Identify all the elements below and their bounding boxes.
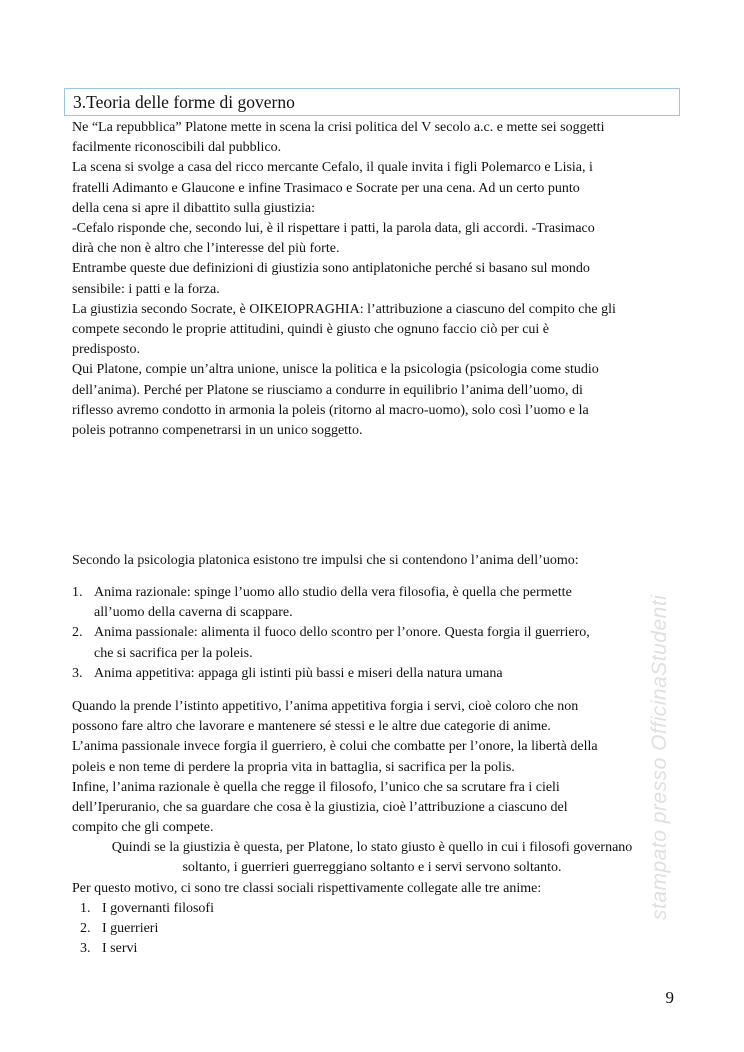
text-line: all’uomo della caverna di scappare. — [94, 605, 293, 621]
list-item — [80, 899, 680, 919]
section-heading-box — [64, 88, 680, 116]
text-line: Anima razionale: spinge l’uomo allo studio della vera filosofia, è quella che permette — [94, 585, 572, 600]
text-line: -Cefalo risponde che, secondo lui, è il rispettare i patti, la parola data, gli accordi. -Trasimaco — [72, 221, 595, 237]
souls-list — [72, 583, 672, 684]
text-line: Infine, l’anima razionale è quella che regge il filosofo, l’unico che sa scrutare fra i cieli — [72, 779, 560, 795]
text-line: Quindi se la giustizia è questa, per Platone, lo stato giusto è quello in cui i filosofi governano — [111, 840, 633, 855]
text-line: La giustizia secondo Socrate, è OIKEIOPRAGHIA: l’attribuzione a ciascuno del compito che gli — [72, 301, 616, 317]
list-number: 3. — [72, 665, 83, 681]
text-line: predisposto. — [72, 342, 141, 358]
list-item — [72, 664, 672, 684]
section-title: 3.Teoria delle forme di governo — [73, 92, 295, 112]
text-line: riflesso avremo condotto in armonia la poleis (ritorno al macro-uomo), solo così l’uomo e la — [72, 402, 589, 418]
watermark: stampato presso OfficinaStudenti — [648, 594, 671, 920]
text-line: dell’anima). Perché per Platone se riusciamo a condurre in equilibrio l’anima dell’uomo, di — [72, 382, 583, 398]
text-line: soltanto, i guerrieri guerreggiano soltanto e i servi servono soltanto. — [182, 860, 562, 876]
text-line: La scena si svolge a casa del ricco mercante Cefalo, il quale invita i figli Polemarco e Lisia, i — [72, 160, 593, 176]
list-item — [72, 583, 672, 623]
text-line: poleis e non teme di perdere la propria vita in battaglia, si sacrifica per la polis. — [72, 759, 515, 775]
text-line: dell’Iperuranio, che sa guardare che cosa è la giustizia, cioè l’attribuzione a ciascuno del — [72, 800, 568, 816]
list-item — [72, 623, 672, 663]
text-line: Anima passionale: alimenta il fuoco dello scontro per l’onore. Questa forgia il guerriero, — [94, 625, 590, 641]
classes-list — [80, 899, 680, 960]
list-number: 2. — [80, 921, 91, 937]
page-number: 9 — [665, 988, 674, 1007]
souls-paragraph — [72, 697, 672, 838]
list-item — [80, 939, 680, 959]
text-line: facilmente riconoscibili dal pubblico. — [72, 140, 282, 156]
text-line: compete secondo le proprie attitudini, quindi è giusto che ognuno faccio ciò per cui è — [72, 322, 550, 338]
text-line: dirà che non è altro che l’interesse del più forte. — [72, 241, 340, 257]
text-line: sensibile: i patti e la forza. — [72, 281, 220, 297]
text-line: Entrambe queste due definizioni di giustizia sono antiplatoniche perché si basano sul mondo — [72, 261, 590, 277]
text-line: Anima appetitiva: appaga gli istinti più bassi e miseri della natura umana — [94, 665, 503, 681]
intro-paragraph — [72, 118, 672, 441]
text-line: Quando la prende l’istinto appetitivo, l’anima appetitiva forgia i servi, cioè coloro che non — [72, 699, 579, 714]
list-item-label: I governanti filosofi — [102, 901, 214, 916]
text-line: Ne “La repubblica” Platone mette in scena la crisi politica del V secolo a.c. e mette sei soggetti — [72, 120, 605, 135]
text-line: della cena si apre il dibattito sulla giustizia: — [72, 200, 315, 216]
text-line: che si sacrifica per la poleis. — [94, 645, 253, 661]
list-number: 1. — [72, 585, 83, 600]
list-item-label: I servi — [102, 941, 138, 957]
centered-statement — [72, 838, 672, 878]
list-number: 3. — [80, 941, 91, 957]
psychology-intro: Secondo la psicologia platonica esistono tre impulsi che si contendono l’anima dell’uomo: — [72, 553, 579, 568]
text-line: L’anima passionale invece forgia il guerriero, è colui che combatte per l’onore, la libertà della — [72, 739, 598, 755]
text-line: possono fare altro che lavorare e mantenere sé stessi e le altre due categorie di anime. — [72, 719, 551, 735]
text-line: compito che gli compete. — [72, 820, 214, 836]
list-item — [80, 919, 680, 939]
text-line: Qui Platone, compie un’altra unione, unisce la politica e la psicologia (psicologia come studio — [72, 362, 599, 378]
list-number: 2. — [72, 625, 83, 641]
list-item-label: I guerrieri — [102, 921, 159, 937]
list-number: 1. — [80, 901, 91, 916]
text-line: poleis potranno compenetrarsi in un unico soggetto. — [72, 423, 363, 439]
classes-intro: Per questo motivo, ci sono tre classi sociali rispettivamente collegate alle tre anime: — [72, 881, 542, 896]
text-line: fratelli Adimanto e Glaucone e infine Trasimaco e Socrate per una cena. Ad un certo punto — [72, 180, 580, 196]
